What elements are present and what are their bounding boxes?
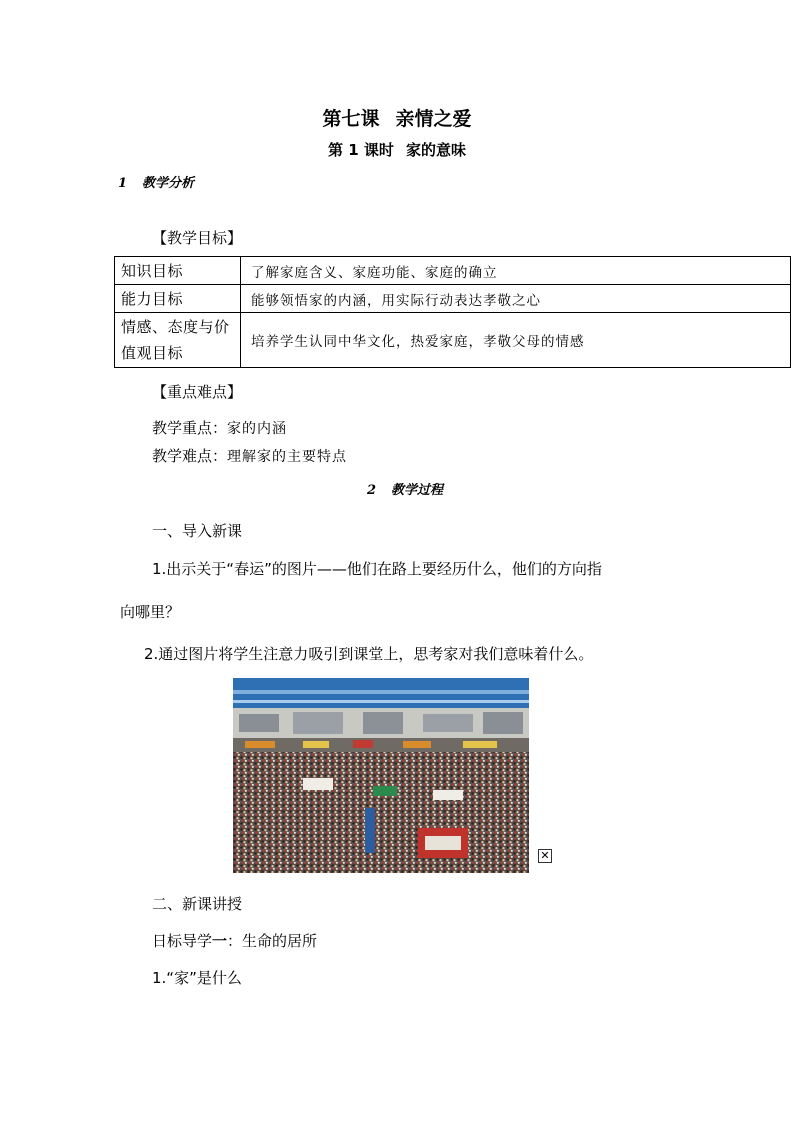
difficulty-value: 理解家的主要特点 xyxy=(227,449,348,465)
lesson-number: 第七课 xyxy=(322,108,380,130)
section-heading-analysis xyxy=(118,172,194,191)
objective-value: 能够领悟家的内涵，用实际行动表达孝敬之心 xyxy=(241,285,791,313)
teaching-focus xyxy=(152,417,287,438)
goal-topic: ：生命的居所 xyxy=(227,932,318,950)
goal1-heading xyxy=(152,930,317,951)
item1-line2: 向哪里？ xyxy=(120,603,181,621)
table-row xyxy=(115,285,791,313)
section-number: 2 xyxy=(367,483,377,498)
focus-value: 家的内涵 xyxy=(227,421,288,437)
section-label: 教学分析 xyxy=(142,176,195,191)
item3: 1.“家”是什么 xyxy=(152,969,242,987)
teaching-difficulty xyxy=(152,445,347,466)
lesson-subtitle xyxy=(0,139,794,160)
objective-key xyxy=(115,313,241,368)
objective-value: 培养学生认同中华文化，热爱家庭，孝敬父母的情感 xyxy=(241,313,791,368)
table-row xyxy=(115,313,791,368)
keypoints-heading: 【重点难点】 xyxy=(152,383,243,401)
period-topic: 家的意味 xyxy=(405,141,466,159)
close-icon[interactable]: ✕ xyxy=(538,849,552,863)
section-number: 1 xyxy=(118,176,128,191)
section-label: 教学过程 xyxy=(391,483,444,498)
item2: 2.通过图片将学生注意力吸引到课堂上，思考家对我们意味着什么。 xyxy=(144,645,594,663)
period-label: 第 1 课时 xyxy=(328,141,394,159)
objective-key: 知识目标 xyxy=(115,257,241,285)
goal-prefix: 日标导学 xyxy=(152,932,213,950)
objective-key-line: 值观目标 xyxy=(121,344,184,362)
focus-label: 教学重点： xyxy=(152,419,228,437)
lesson-title xyxy=(0,104,794,131)
lesson-name: 亲情之爱 xyxy=(395,108,472,130)
goal-number: 一 xyxy=(212,932,228,950)
part2-heading: 二、新课讲授 xyxy=(152,895,243,913)
objectives-table xyxy=(114,256,791,368)
objective-value: 了解家庭含义、家庭功能、家庭的确立 xyxy=(241,257,791,285)
objective-key: 能力目标 xyxy=(115,285,241,313)
part1-heading: 一、导入新课 xyxy=(152,522,243,540)
difficulty-label: 教学难点： xyxy=(152,447,228,465)
objective-key-line: 情感、态度与价 xyxy=(121,318,230,336)
table-row xyxy=(115,257,791,285)
spring-festival-travel-photo xyxy=(233,678,529,873)
item1-line1: 1.出示关于“春运”的图片——他们在路上要经历什么，他们的方向指 xyxy=(152,560,602,578)
section-heading-process xyxy=(367,479,443,498)
objectives-heading: 【教学目标】 xyxy=(152,229,243,247)
crowd-scene-image xyxy=(233,678,529,873)
